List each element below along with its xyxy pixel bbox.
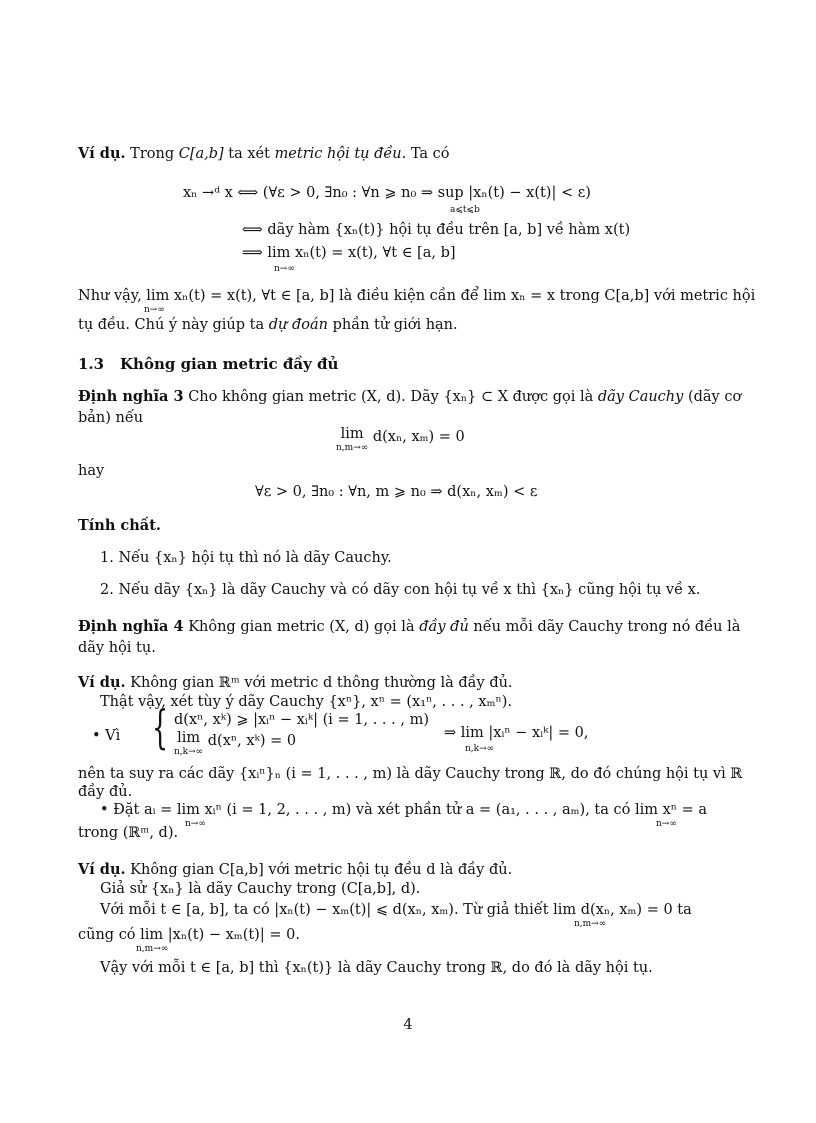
text: phần tử giới hạn. bbox=[332, 317, 458, 334]
text: Ta có bbox=[410, 146, 450, 162]
math-space: C[a,b] bbox=[178, 146, 224, 162]
line3-subscript: n,m→∞ bbox=[574, 919, 607, 929]
line5-subscript-b: n→∞ bbox=[656, 819, 677, 829]
implication-subscript: n,k→∞ bbox=[465, 744, 495, 754]
emphasis: dự đoán bbox=[268, 317, 328, 334]
example-2-line-1 bbox=[78, 672, 740, 694]
system-line-2 bbox=[174, 731, 296, 757]
text: nếu mỗi dãy Cauchy trong nó đều là bbox=[473, 619, 741, 635]
example-heading: Ví dụ. bbox=[78, 145, 126, 162]
definition-3 bbox=[78, 386, 740, 429]
sup-subscript: a⩽t⩽b bbox=[450, 205, 480, 215]
line4-subscript: n,m→∞ bbox=[136, 944, 169, 954]
equation-convergence bbox=[183, 183, 591, 204]
definition-4 bbox=[78, 616, 740, 659]
equation-body: d(xₙ, xₘ) = 0 bbox=[372, 429, 465, 445]
example-heading: Ví dụ. bbox=[78, 674, 126, 691]
example-2-line-4: đầy đủ. bbox=[78, 784, 133, 800]
example-3-line-3: Với mỗi t ∈ [a, b], ta có |xₙ(t) − xₘ(t)| ⩽ d(xₙ, xₘ). Từ giả thiết lim d(xₙ, xₘ) = 0 ta bbox=[100, 902, 692, 918]
text: Trong bbox=[130, 146, 175, 162]
term: dãy Cauchy bbox=[597, 389, 684, 405]
equation-text: xₙ →ᵈ x ⟺ (∀ε > 0, ∃n₀ : ∀n ⩾ n₀ ⇒ sup |xₙ(t) − x(t)| < ε) bbox=[183, 185, 591, 201]
example-3-line-2: Giả sử {xₙ} là dãy Cauchy trong (C[a,b], d). bbox=[100, 881, 421, 897]
equation-uniform: ⟺ dãy hàm {xₙ(t)} hội tụ đều trên [a, b] về hàm x(t) bbox=[242, 222, 631, 238]
example-2-line-3: nên ta suy ra các dãy {xᵢⁿ}ₙ (i = 1, . . . , m) là dãy Cauchy trong ℝ, do đó chúng hội tụ vì ℝ bbox=[78, 766, 743, 782]
example-1-intro bbox=[78, 143, 740, 165]
text: (dãy cơ bbox=[687, 389, 742, 405]
lim-text: lim bbox=[177, 730, 201, 746]
lim-subscript: n,m→∞ bbox=[336, 442, 369, 453]
remark-paragraph bbox=[78, 286, 756, 336]
hay-text: hay bbox=[78, 463, 105, 479]
equation-limit: ⟹ lim xₙ(t) = x(t), ∀t ∈ [a, b] bbox=[242, 245, 456, 261]
example-2-line-5: • Đặt aᵢ = lim xᵢⁿ (i = 1, 2, . . . , m) và xét phần tử a = (a₁, . . . , aₘ), ta có lim xⁿ = a bbox=[100, 802, 708, 818]
limit-operator bbox=[336, 427, 368, 453]
section-number: 1.3 bbox=[78, 355, 105, 373]
text: ta xét bbox=[228, 146, 270, 162]
line5-subscript-a: n→∞ bbox=[185, 819, 206, 829]
implication: ⇒ lim |xᵢⁿ − xᵢᵏ| = 0, bbox=[444, 725, 589, 741]
cauchy-limit-equation bbox=[336, 427, 465, 453]
example-2-line-2: Thật vậy, xét tùy ý dãy Cauchy {xⁿ}, xⁿ = (x₁ⁿ, . . . , xₘⁿ). bbox=[100, 694, 512, 710]
text: Cho không gian metric (X, d). Dãy {xₙ} ⊂ X được gọi là bbox=[188, 389, 594, 405]
lim-text: lim bbox=[340, 426, 364, 442]
definition-heading: Định nghĩa 3 bbox=[78, 388, 184, 405]
definition-heading: Định nghĩa 4 bbox=[78, 618, 184, 635]
text: Không gian C[a,b] với metric hội tụ đều d là đầy đủ. bbox=[130, 862, 513, 878]
definition-4-line-2: dãy hội tụ. bbox=[78, 640, 156, 657]
property-item-1: 1. Nếu {xₙ} hội tụ thì nó là dãy Cauchy. bbox=[100, 550, 392, 566]
definition-3-line-2: bản) nếu bbox=[78, 410, 144, 427]
example-3-line-4: cũng có lim |xₙ(t) − xₘ(t)| = 0. bbox=[78, 927, 300, 943]
remark-line-1: Như vậy, lim xₙ(t) = x(t), ∀t ∈ [a, b] là điều kiện cần để lim xₙ = x trong C[a,b] với metric hội bbox=[78, 288, 756, 304]
remark-limit-subscript: n→∞ bbox=[144, 305, 165, 315]
properties-heading: Tính chất. bbox=[78, 517, 161, 534]
example-2-line-6: trong (ℝᵐ, d). bbox=[78, 825, 179, 841]
text: tụ đều. Chú ý này giúp ta bbox=[78, 317, 265, 334]
left-brace-icon: { bbox=[152, 700, 169, 754]
limit-subscript: n→∞ bbox=[274, 264, 295, 274]
limit-operator bbox=[174, 731, 203, 757]
equation-body: d(xⁿ, xᵏ) = 0 bbox=[207, 733, 297, 749]
example-heading: Ví dụ. bbox=[78, 861, 126, 878]
section-heading bbox=[78, 354, 740, 376]
term: đầy đủ bbox=[419, 619, 469, 635]
example-3-line-1 bbox=[78, 859, 740, 881]
section-title: Không gian metric đầy đủ bbox=[120, 355, 339, 373]
text: Không gian metric (X, d) gọi là bbox=[188, 619, 415, 635]
cauchy-epsilon-equation: ∀ε > 0, ∃n₀ : ∀n, m ⩾ n₀ ⇒ d(xₙ, xₘ) < ε bbox=[255, 484, 538, 500]
property-item-2: 2. Nếu dãy {xₙ} là dãy Cauchy và có dãy con hội tụ về x thì {xₙ} cũng hội tụ về x. bbox=[100, 582, 701, 598]
bullet-vi: • Vì bbox=[92, 728, 121, 744]
definition-3-line-1 bbox=[78, 386, 740, 408]
system-line-1: d(xⁿ, xᵏ) ⩾ |xᵢⁿ − xᵢᵏ| (i = 1, . . . , m) bbox=[174, 712, 429, 728]
text: Không gian ℝᵐ với metric d thông thường là đầy đủ. bbox=[130, 675, 513, 691]
page-number: 4 bbox=[403, 1017, 413, 1033]
definition-4-line-1 bbox=[78, 616, 740, 638]
emphasis: metric hội tụ đều. bbox=[274, 146, 407, 162]
example-3-line-5: Vậy với mỗi t ∈ [a, b] thì {xₙ(t)} là dãy Cauchy trong ℝ, do đó là dãy hội tụ. bbox=[100, 960, 653, 976]
lim-subscript: n,k→∞ bbox=[174, 746, 204, 757]
remark-line-2 bbox=[78, 315, 740, 336]
